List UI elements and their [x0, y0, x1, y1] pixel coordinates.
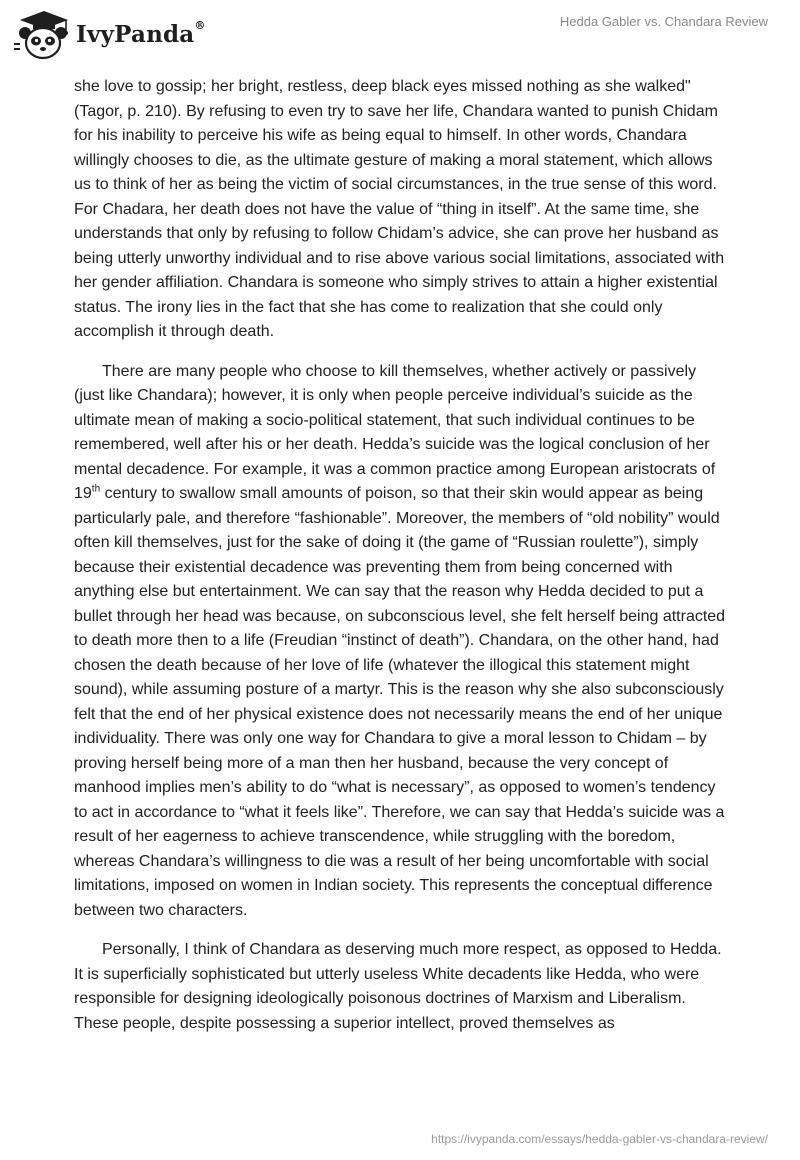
paragraph-personal-view: Personally, I think of Chandara as deserving much more respect, as opposed to Hedda. It is superficially sophisticated but utterly useless White decadents like Hedda, who were responsible for designing ideologically poisonous doctrines of Marxism and Liberalism. These people, despite possessing a superior intellect, proved themselves as	[74, 941, 722, 1032]
superscript-th: th	[91, 483, 101, 495]
page-header	[0, 0, 800, 68]
brand-logo[interactable]	[14, 8, 206, 60]
document-title: Hedda Gabler vs. Chandara Review	[559, 14, 768, 29]
paragraph-suicide-comparison: There are many people who choose to kill themselves, whether actively or passively (just like Chandara); however, it is only when people perceive individual’s suicide as the ultimate mean of making a socio-political statement, that such individual continues to be remembered, well after his or her death. Hedda’s suicide was the logical conclusion of her mental decadence. For example, it was a common practice among European aristocrats of 19th century to swallow small amounts of poison, so that their skin would appear as being particularly pale, and therefore “fashionable”. Moreover, the members of “old nobility” would often kill themselves, just for the sake of doing it (the game of “Russian roulette”), simply because their existential decadence was preventing them from being concerned with anything else but entertainment. We can say that the reason why Hedda decided to put a bullet through her head was because, on subconscious level, she felt herself being attracted to death more then to a life (Freudian “instinct of death”). Chandara, on the other hand, had chosen the death because of her love of life (whatever the illogical this statement might sound), while assuming posture of a martyr. This is the reason why she also subconsciously felt that the end of her physical existence does not necessarily means the end of her unique individuality. There was only one way for Chandara to give a moral lesson to Chidam – by proving herself being more of a man then her husband, because the very concept of manhood implies men’s ability to do “what is necessary”, as opposed to women’s tendency to act in accordance to “what it feels like”. Therefore, we can say that Hedda’s suicide was a result of her eagerness to achieve transcendence, while struggling with the boredom, whereas Chandara’s willingness to die was a result of her being uncomfortable with social limitations, imposed on women in Indian society. This represents the conceptual difference between two characters.	[74, 362, 726, 919]
source-url[interactable]: https://ivypanda.com/essays/hedda-gabler-vs-chandara-review/	[431, 1132, 768, 1146]
essay-body	[74, 75, 726, 1036]
brand-name: IvyPanda®	[76, 18, 206, 48]
paragraph-continued: she love to gossip; her bright, restless, deep black eyes missed nothing as she walked" (Tagor, p. 210). By refusing to even try to save her life, Chandara wanted to punish Chidam for his inability to perceive his wife as being equal to himself. In other words, Chandara willingly chooses to die, as the ultimate gesture of making a moral statement, which allows us to think of her as being the victim of social circumstances, in the true sense of this word. For Chadara, her death does not have the value of “thing in itself”. At the same time, she understands that only by refusing to follow Chidam’s advice, she can prove her husband as being utterly unworthy individual and to rise above various social limitations, associated with her gender affiliation. Chandara is someone who simply strives to attain a higher existential status. The irony lies in the fact that she has come to realization that she could only accomplish it through death.	[74, 78, 725, 340]
panda-graduation-cap-icon	[14, 8, 70, 60]
